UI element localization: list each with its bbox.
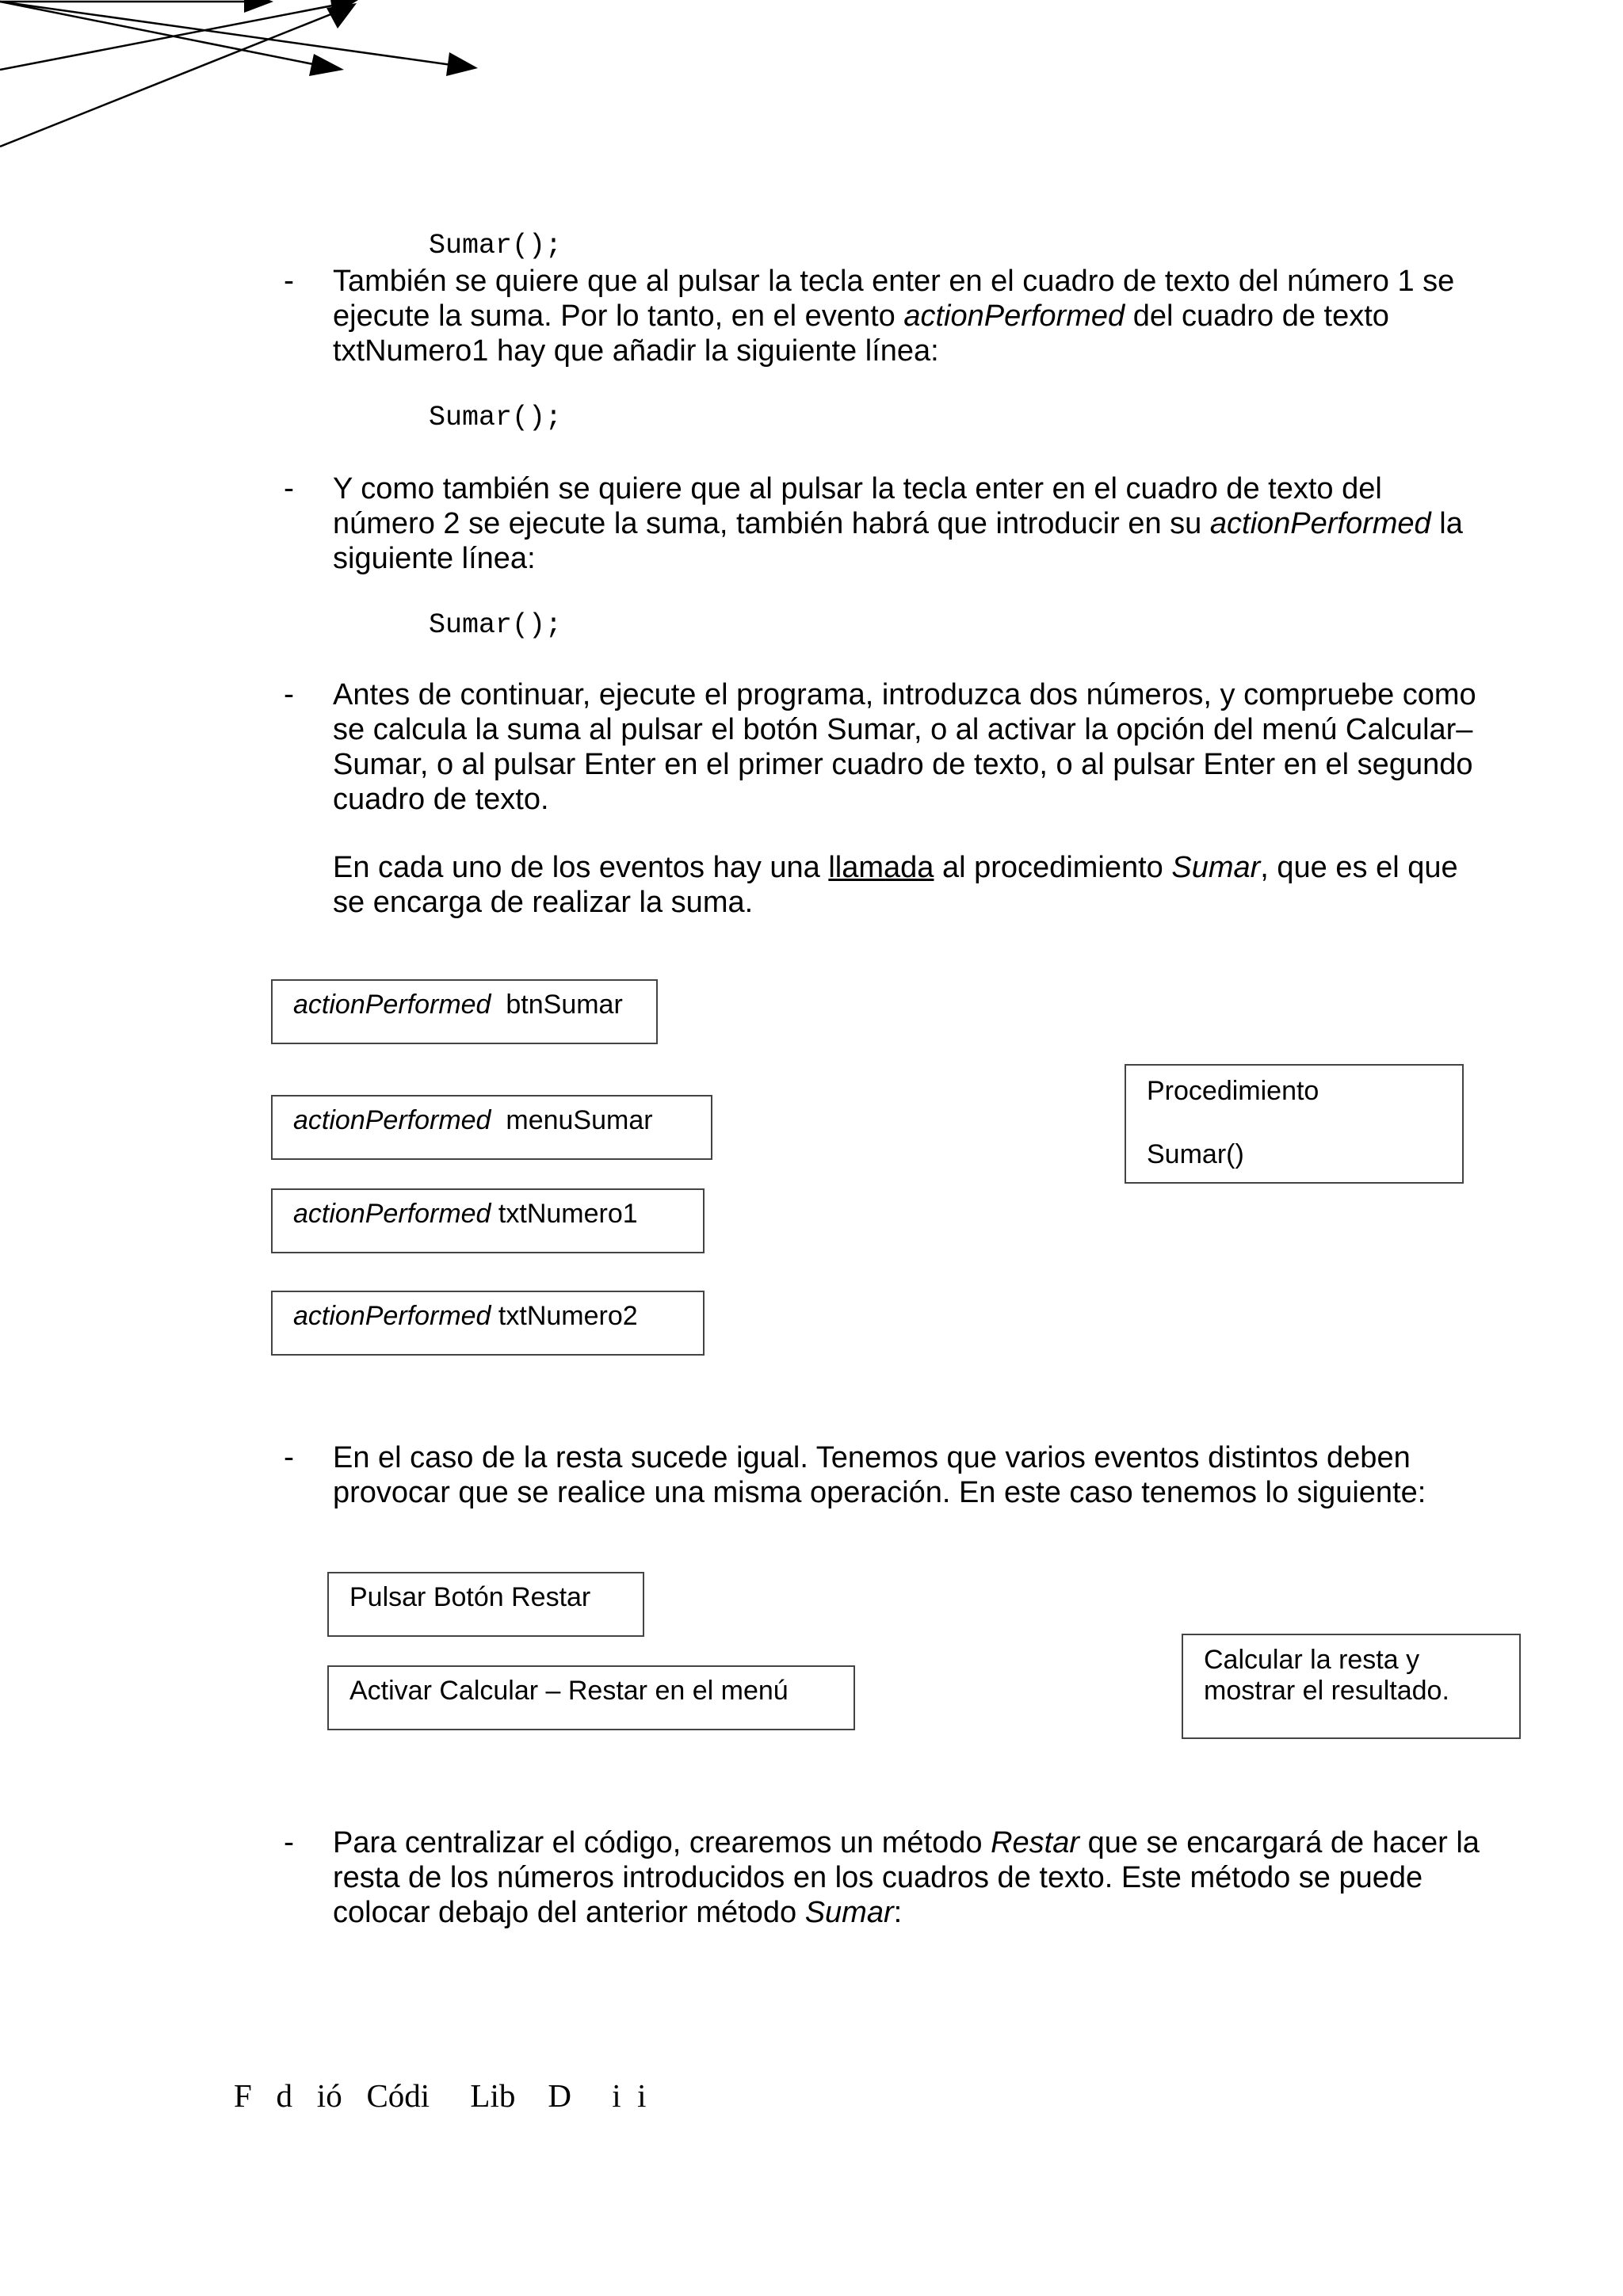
- event-box-menusumar: actionPerformed menuSumar: [271, 1095, 712, 1160]
- bullet-marker: -: [284, 1440, 294, 1474]
- paragraph-resta: En el caso de la resta sucede igual. Tenemos que varios eventos distintos deben provocar que se realice una misma operación. En este caso tenemos lo siguiente:: [333, 1441, 1426, 1509]
- code-line: Sumar();: [429, 230, 563, 261]
- paragraph-llamada: En cada uno de los eventos hay una llamada al procedimiento Sumar, que es el que se encarga de realizar la suma.: [333, 851, 1458, 919]
- paragraph-enter-numero2: Y como también se quiere que al pulsar la tecla enter en el cuadro de texto del número 2 se ejecute la suma, también habrá que introducir en su actionPerformed la siguiente línea:: [333, 472, 1463, 575]
- procedure-box-sumar: Procedimiento Sumar(): [1125, 1064, 1464, 1184]
- result-box-resta: Calcular la resta y mostrar el resultado.: [1182, 1634, 1521, 1739]
- connector-arrows: [0, 0, 507, 158]
- paragraph-centralizar: Para centralizar el código, crearemos un método Restar que se encargará de hacer la resta de los números introducidos en los cuadros de texto. Este método se puede colocar debajo del anterior método Sumar:: [333, 1826, 1480, 1929]
- event-box-txtnumero2: actionPerformed txtNumero2: [271, 1291, 705, 1356]
- code-line: Sumar();: [429, 609, 563, 641]
- code-line: Sumar();: [429, 402, 563, 433]
- bullet-marker: -: [284, 471, 294, 505]
- bullet-marker: -: [284, 677, 294, 711]
- event-box-pulsar-restar: Pulsar Botón Restar: [327, 1572, 644, 1637]
- event-box-txtnumero1: actionPerformed txtNumero1: [271, 1188, 705, 1253]
- paragraph-run-program: Antes de continuar, ejecute el programa, introduzca dos números, y compruebe como se calcula la suma al pulsar el botón Sumar, o al activar la opción del menú Calcular– Sumar, o al pulsar Enter en el primer cuadro de texto, o al pulsar Enter en el segundo cuadro de texto.: [333, 678, 1476, 816]
- event-box-menu-restar: Activar Calcular – Restar en el menú: [327, 1665, 855, 1730]
- event-box-btnsumar: actionPerformed btnSumar: [271, 979, 658, 1044]
- paragraph-enter-numero1: También se quiere que al pulsar la tecla enter en el cuadro de texto del número 1 se ejecute la suma. Por lo tanto, en el evento actionPerformed del cuadro de texto txtNumero1 hay que añadir la siguiente línea:: [333, 265, 1455, 368]
- bullet-marker: -: [284, 1825, 294, 1859]
- bullet-marker: -: [284, 264, 294, 298]
- page-footer: F d ió Códi Lib D i i: [234, 2077, 647, 2114]
